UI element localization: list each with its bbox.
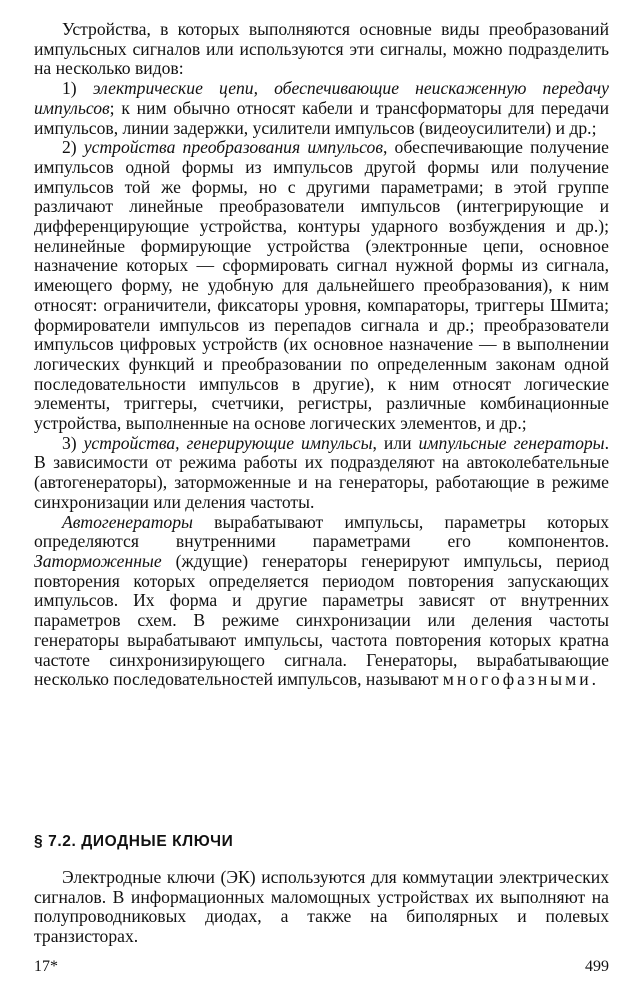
item-term: электрические цепи, обеспечивающие неискаженную передачу импульсов	[34, 78, 609, 118]
section-body	[34, 868, 609, 947]
intro-paragraph	[34, 20, 609, 79]
main-text	[34, 20, 609, 690]
item-connector: , или	[372, 432, 419, 453]
paragraph-end: .	[591, 669, 597, 690]
page-number: 499	[585, 958, 609, 975]
intro-text: Устройства, в которых выполняются основные виды преобразований импульсных сигналов или используются эти сигналы, можно подразделить на несколько видов:	[34, 19, 609, 79]
term-autogenerators: Автогенераторы	[62, 511, 193, 532]
paragraph-text: (ждущие) генераторы генерируют импульсы, период повторения которых определяется периодом повторения запускающих импульсов. Их форма и другие параметры зависят от внутренних параметров схем. В режиме синхронизации или деления частоты генераторы вырабатывают импульсы, частота повторения которых кратна частоте синхронизирующего сигнала. Генераторы, вырабатывающие несколько последовательностей импульсов, называют	[34, 550, 609, 690]
generators-paragraph	[34, 513, 609, 690]
signature-mark: 17*	[34, 958, 58, 975]
book-page	[34, 20, 609, 980]
section-paragraph: Электродные ключи (ЭК) используются для коммутации электрических сигналов. В информационных маломощных устройствах их выполняют на полупроводниковых диодах, а также на биполярных и полевых транзисторах.	[34, 867, 609, 947]
item-term: устройства преобразования импульсов	[83, 137, 383, 158]
term-triggered: Заторможенные	[34, 550, 162, 571]
term-multiphase: многофазными	[442, 669, 592, 690]
item-number: 1)	[62, 78, 93, 99]
list-item-2	[34, 138, 609, 434]
section-heading: § 7.2. ДИОДНЫЕ КЛЮЧИ	[34, 833, 234, 850]
item-text: ; к ним обычно относят кабели и трансформаторы для передачи импульсов, линии задержки, усилители импульсов (видеоусилители) и др.;	[34, 97, 609, 138]
paragraph-text: вырабатывают импульсы, параметры которых определяются внутренними параметрами его компонентов.	[34, 511, 609, 552]
list-item-1	[34, 79, 609, 138]
item-number: 3)	[62, 432, 84, 453]
item-number: 2)	[62, 137, 84, 158]
item-term: устройства, генерирующие импульсы	[83, 432, 373, 453]
list-item-3	[34, 434, 609, 513]
item-term-2: импульсные генераторы	[418, 432, 605, 453]
item-text: . В зависимости от режима работы их подразделяют на автоколебательные (автогенераторы), заторможенные и на генераторы, работающие в режиме синхронизации или деления частоты.	[34, 432, 609, 512]
item-text: , обеспечивающие получение импульсов одной формы из импульсов другой формы или получение импульсов той же формы, но с другими параметрами; в этой группе различают линейные преобразователи импульсов (интегрирующие и дифференцирующие устройства, контуры ударного возбуждения и др.); нелинейные формирующие устройства (электронные цепи, основное назначение которых — сформировать сигнал нужной формы из сигнала, имеющего форму, не удобную для дальнейшего преобразования), к ним относят: ограничители, фиксаторы уровня, компараторы, триггеры Шмита; формирователи импульсов из перепадов сигнала и др.; преобразователи импульсов цифровых устройств (их основное назначение — в выполнении логических функций и преобразовании по определенным законам одной последовательности импульсов в другие), к ним относят логические элементы, триггеры, счетчики, регистры, различные комбинационные устройства, выполненные на основе логических элементов, и др.;	[34, 137, 609, 434]
